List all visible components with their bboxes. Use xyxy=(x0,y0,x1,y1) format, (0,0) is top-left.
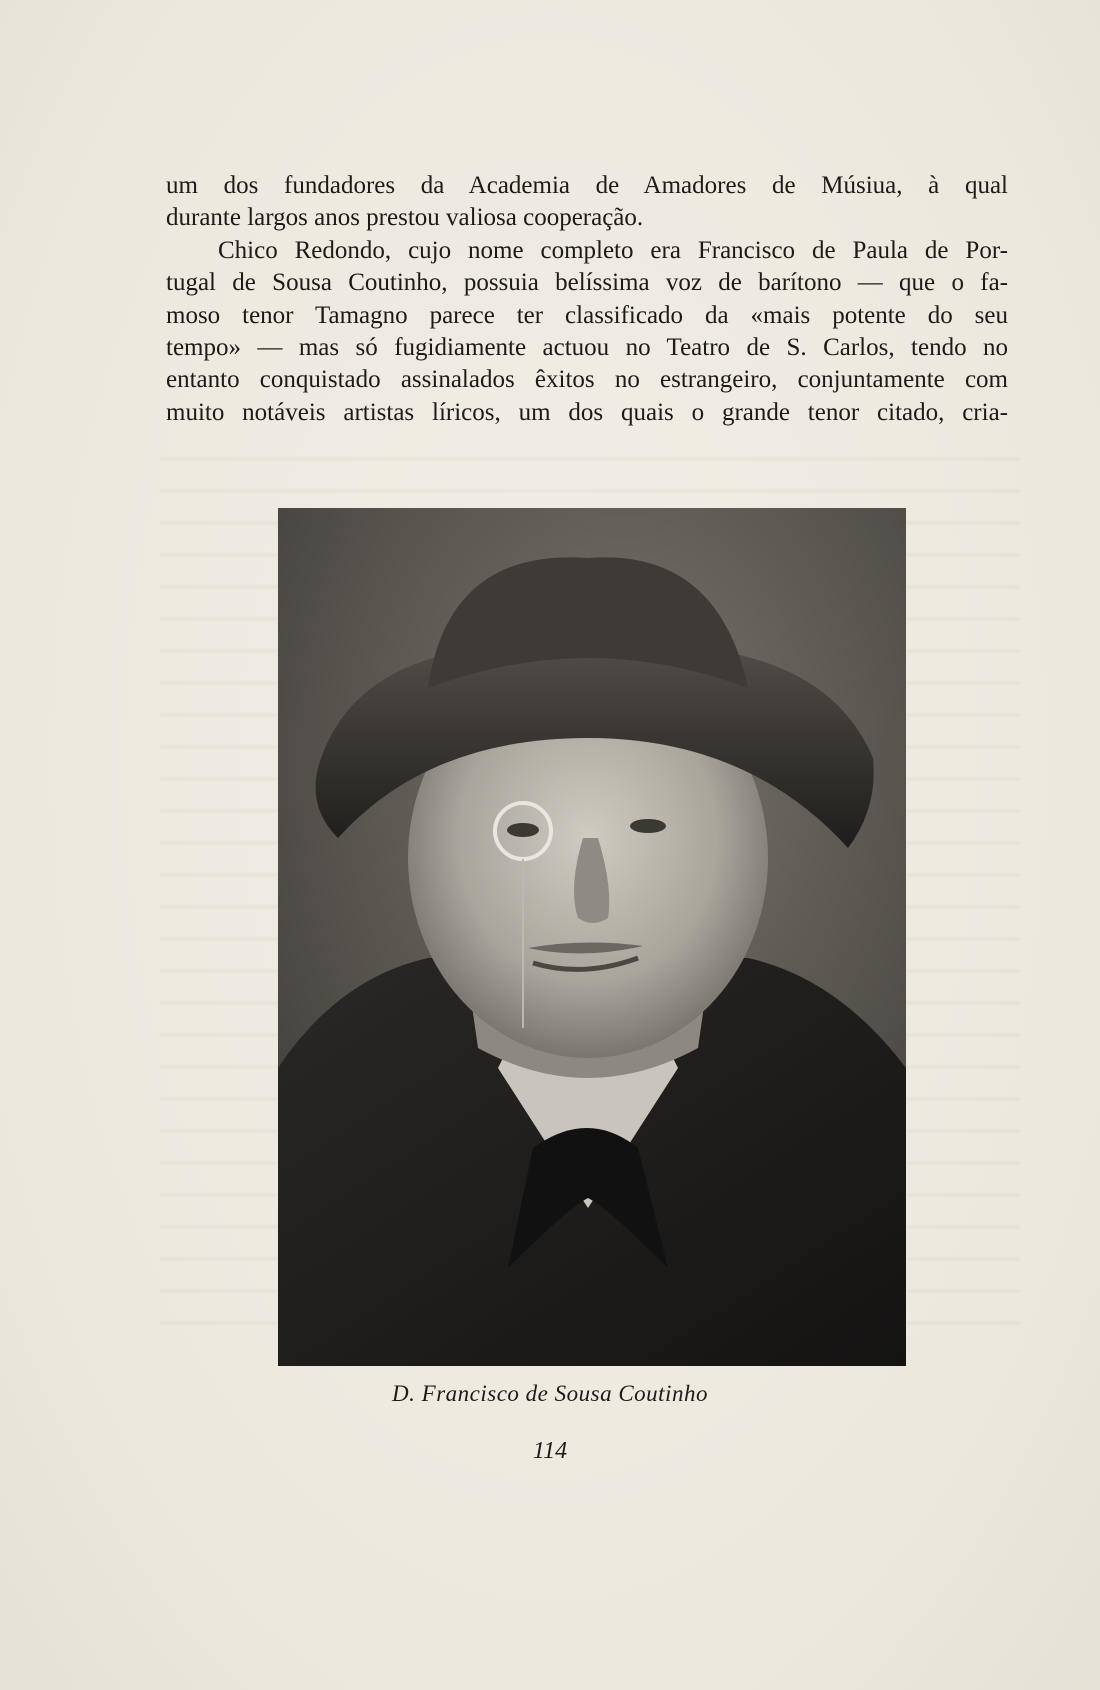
body-text xyxy=(166,170,1008,429)
text-line: Chico Redondo, cujo nome completo era Francisco de Paula de Por- xyxy=(218,236,1008,264)
portrait-image xyxy=(278,508,906,1366)
page-number: 114 xyxy=(532,1438,568,1464)
photo-caption: D. Francisco de Sousa Coutinho xyxy=(392,1381,708,1406)
text-line: moso tenor Tamagno parece ter classificado da «mais potente do seu xyxy=(166,301,1008,329)
text-line: tempo» — mas só fugidiamente actuou no Teatro de S. Carlos, tendo no xyxy=(166,334,1008,362)
text-line: durante largos anos prestou valiosa cooperação. xyxy=(166,204,644,232)
text-line: entanto conquistado assinalados êxitos no estrangeiro, conjuntamente com xyxy=(166,366,1008,394)
text-line: tugal de Sousa Coutinho, possuia belíssima voz de barítono — que o fa- xyxy=(166,269,1008,297)
text-line: um dos fundadores da Academia de Amadores de Músiua, à qual xyxy=(166,172,1008,199)
text-line: muito notáveis artistas líricos, um dos quais o grande tenor citado, cria- xyxy=(166,398,1008,426)
portrait-photo xyxy=(278,508,906,1366)
